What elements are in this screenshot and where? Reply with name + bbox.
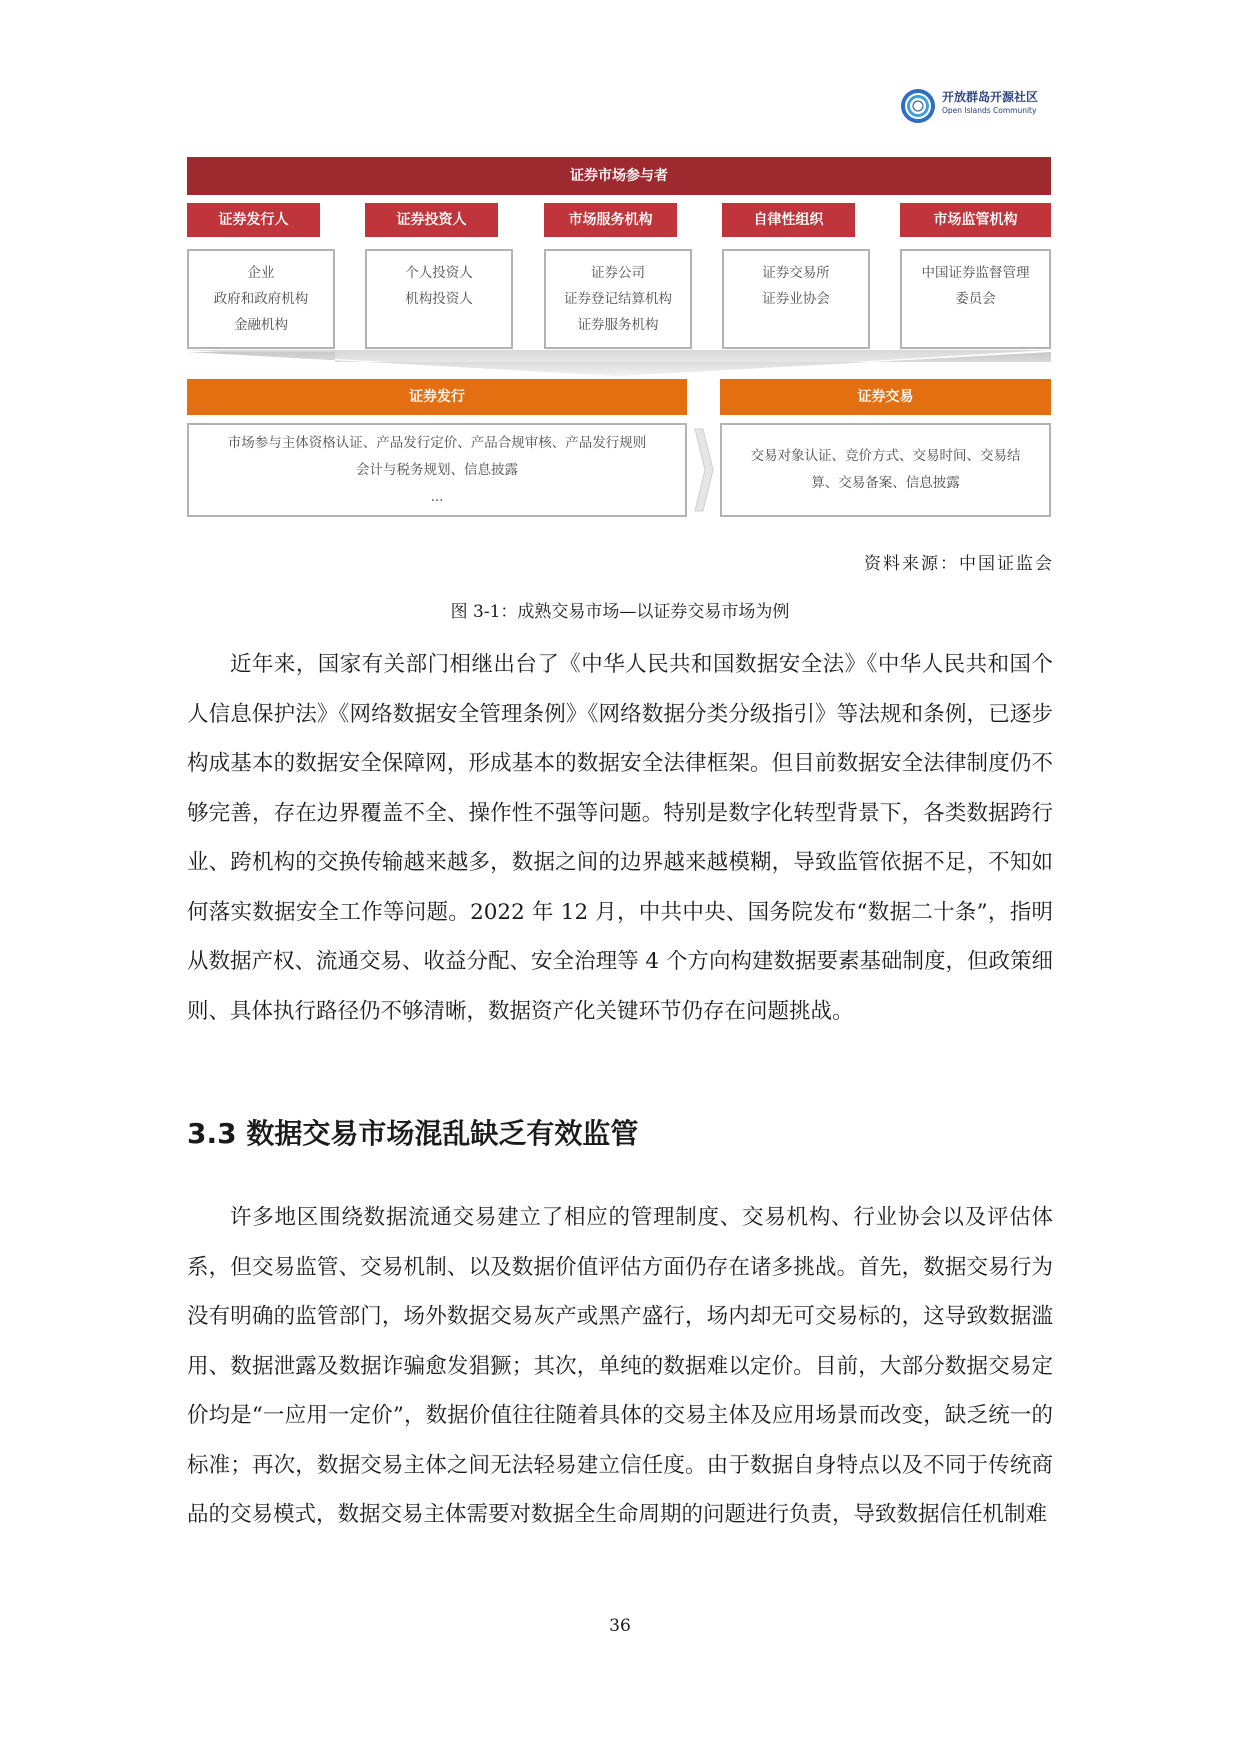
list-item: 证券业协会 — [762, 291, 830, 307]
description-line: 交易对象认证、竞价方式、交易时间、交易结 — [750, 448, 1021, 464]
regulator-members-box — [900, 249, 1051, 349]
description-line: 市场参与主体资格认证、产品发行定价、产品合规审核、产品发行规则 — [227, 434, 647, 451]
funnel-divider — [187, 350, 1051, 378]
category-regulator: 市场监管机构 — [900, 203, 1051, 237]
issuance-bar: 证券发行 — [187, 379, 687, 415]
header-logo — [900, 84, 1060, 130]
issuer-members-box — [187, 249, 335, 349]
description-line: ... — [430, 488, 444, 505]
issuance-description — [187, 423, 687, 517]
market-participants-figure — [187, 157, 1051, 525]
page-number: 36 — [609, 1616, 631, 1636]
list-item: 政府和政府机构 — [213, 291, 309, 307]
list-item: 中国证券监督管理 — [921, 265, 1030, 281]
self-regulatory-members-box — [722, 249, 870, 349]
list-item: 证券服务机构 — [577, 317, 659, 333]
list-item: 委员会 — [955, 291, 996, 307]
section-heading: 3.3 数据交易市场混乱缺乏有效监管 — [187, 1117, 639, 1150]
list-item: 金融机构 — [234, 317, 288, 333]
description-line: 会计与税务规划、信息披露 — [356, 461, 518, 478]
list-item: 企业 — [247, 265, 275, 281]
list-item: 机构投资人 — [405, 291, 473, 307]
trading-bar: 证券交易 — [720, 379, 1051, 415]
description-line: 算、交易备案、信息披露 — [811, 475, 960, 491]
investor-members-box — [365, 249, 513, 349]
logo-text-cn: 开放群岛开源社区 — [942, 90, 1039, 104]
body-paragraph-1: 近年来，国家有关部门相继出台了《中华人民共和国数据安全法》《中华人民共和国个人信息保护法》《网络数据安全管理条例》《网络数据分类分级指引》等法规和条例，已逐步构成基本的数据安全保障网，形成基本的数据安全法律框架。但目前数据安全法律制度仍不够完善，存在边界覆盖不全、操作性不强等问题。特别是数字化转型背景下，各类数据跨行业、跨机构的交换传输越来越多，数据之间的边界越来越模糊，导致监管依据不足，不知如何落实数据安全工作等问题。2022 年 12 月，中共中央、国务院发布“数据二十条”，指明从数据产权、流通交易、收益分配、安全治理等 4 个方向构建数据要素基础制度，但政策细则、具体执行路径仍不够清晰，数据资产化关键环节仍存在问题挑战。 — [187, 652, 1053, 1024]
category-issuer: 证券发行人 — [187, 203, 320, 237]
trading-description — [720, 423, 1051, 517]
logo-ring-icon — [900, 88, 936, 124]
list-item: 证券登记结算机构 — [564, 291, 672, 307]
logo-text-en: Open Islands Community — [942, 106, 1037, 115]
category-service: 市场服务机构 — [544, 203, 677, 237]
service-members-box — [544, 249, 692, 349]
category-self-regulatory: 自律性组织 — [722, 203, 855, 237]
figure-caption: 图 3-1：成熟交易市场—以证券交易市场为例 — [450, 602, 790, 622]
list-item: 个人投资人 — [405, 265, 473, 281]
figure-source: 资料来源：中国证监会 — [864, 554, 1054, 574]
chevron-right-icon — [693, 425, 715, 515]
body-paragraph-2: 许多地区围绕数据流通交易建立了相应的管理制度、交易机构、行业协会以及评估体系，但交易监管、交易机制、以及数据价值评估方面仍存在诸多挑战。首先，数据交易行为没有明确的监管部门，场外数据交易灰产或黑产盛行，场内却无可交易标的，这导致数据滥用、数据泄露及数据诈骗愈发猖獗；其次，单纯的数据难以定价。目前，大部分数据交易定价均是“一应用一定价”，数据价值往往随着具体的交易主体及应用场景而改变，缺乏统一的标准；再次，数据交易主体之间无法轻易建立信任度。由于数据自身特点以及不同于传统商品的交易模式，数据交易主体需要对数据全生命周期的问题进行负责，导致数据信任机制难 — [187, 1205, 1053, 1527]
figure-top-bar: 证券市场参与者 — [187, 157, 1051, 195]
category-investor: 证券投资人 — [365, 203, 498, 237]
list-item: 证券公司 — [591, 265, 645, 281]
list-item: 证券交易所 — [762, 265, 830, 281]
